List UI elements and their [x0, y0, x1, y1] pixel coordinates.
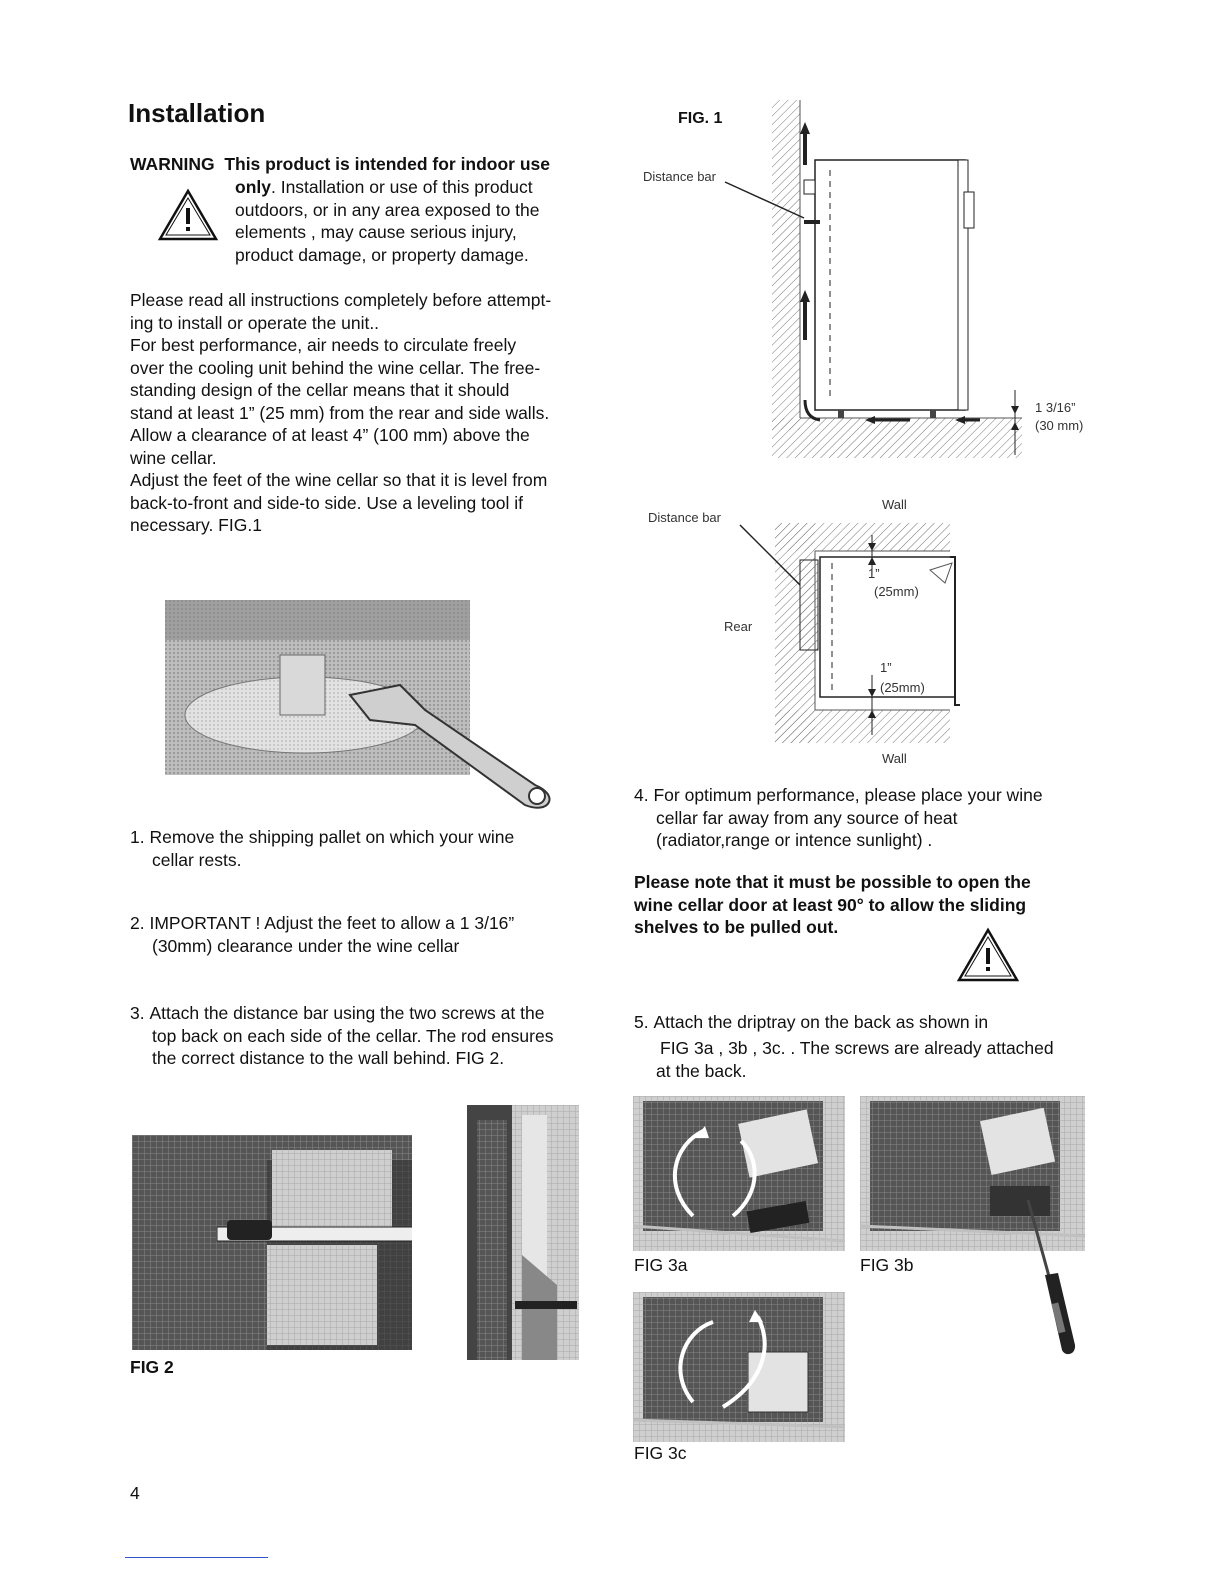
step-text: the correct distance to the wall behind. FIG 2.	[152, 1048, 505, 1068]
fig3c-photo	[633, 1292, 845, 1442]
step-text: at the back.	[656, 1061, 747, 1081]
warning-triangle-icon	[157, 188, 219, 242]
step-text: (30mm) clearance under the wine cellar	[152, 935, 460, 956]
fig1-distance-bar-label: Distance bar	[643, 169, 716, 184]
fig3b-caption: FIG 3b	[860, 1255, 914, 1275]
intro-line: For best performance, air needs to circulate freely	[130, 335, 517, 355]
fig1-gap-value: 1 3/16”	[1035, 400, 1076, 415]
fig1b-dim1-value: 1”	[868, 566, 880, 581]
step-number: 2.	[130, 913, 145, 933]
step-text: cellar far away from any source of heat	[656, 807, 958, 828]
fig1-side-diagram	[720, 100, 1040, 460]
intro-line: ing to install or operate the unit..	[130, 312, 380, 333]
fig1b-wall-top-label: Wall	[882, 497, 907, 512]
note-line: Please note that it must be possible to open the	[634, 872, 1031, 892]
step-number: 1.	[130, 827, 145, 847]
page-number: 4	[130, 1483, 140, 1503]
fig1b-dim1	[868, 565, 919, 601]
warning-only: only	[235, 177, 271, 197]
leveling-wrench-photo	[165, 600, 575, 825]
intro-line: over the cooling unit behind the wine cellar. The free-	[130, 357, 541, 378]
screwdriver-icon	[1020, 1195, 1090, 1360]
fig1-gap-mm: (30 mm)	[1035, 418, 1084, 433]
intro-line: necessary. FIG.1	[130, 515, 262, 535]
step-text: FIG 3a , 3b , 3c. . The screws are already attached	[660, 1038, 1054, 1058]
step-text: IMPORTANT ! Adjust the feet to allow a 1 3/16”	[149, 913, 515, 933]
intro-paragraph	[130, 289, 600, 537]
page-title: Installation	[128, 98, 266, 128]
intro-line: stand at least 1” (25 mm) from the rear and side walls.	[130, 402, 550, 423]
step-5	[634, 1011, 1126, 1034]
intro-line: Allow a clearance of at least 4” (100 mm) above the	[130, 425, 530, 445]
warning-text-3: elements , may cause serious injury,	[235, 222, 517, 242]
step-3	[130, 1002, 612, 1070]
fig1b-dim2-mm: (25mm)	[880, 680, 925, 695]
step-text: Attach the driptray on the back as shown in	[653, 1012, 989, 1032]
warning-text-2: outdoors, or in any area exposed to the	[235, 199, 540, 220]
fig1b-top-diagram	[730, 515, 970, 750]
step-text: (radiator,range or intence sunlight) .	[656, 830, 933, 850]
warning-triangle-icon	[956, 927, 1020, 983]
step-text: Attach the distance bar using the two screws at the	[149, 1003, 545, 1023]
warning-text-4: product damage, or property damage.	[235, 244, 529, 265]
step-text: top back on each side of the cellar. The rod ensures	[152, 1025, 554, 1046]
fig1b-dim2-value: 1”	[880, 660, 892, 675]
fig3a-photo	[633, 1096, 845, 1251]
fig1b-dim1-mm: (25mm)	[874, 584, 919, 599]
fig3a-caption: FIG 3a	[634, 1255, 688, 1275]
footer-divider	[125, 1557, 268, 1558]
fig2-caption: FIG 2	[130, 1357, 174, 1377]
intro-line: standing design of the cellar means that it should	[130, 380, 510, 400]
fig2-photo-side	[467, 1105, 579, 1360]
fig1b-wall-bottom-label: Wall	[882, 751, 907, 766]
fig1b-rear-label: Rear	[724, 619, 753, 634]
step-text: cellar rests.	[152, 849, 242, 870]
intro-line: Please read all instructions completely before attempt-	[130, 290, 552, 310]
fig1-gap-label	[1035, 399, 1083, 435]
step-4	[634, 784, 1116, 852]
warning-heading	[130, 153, 550, 176]
fig1b-distance-bar-label: Distance bar	[648, 510, 721, 525]
door-note	[634, 871, 1094, 939]
warning-text-1: . Installation or use of this product	[270, 177, 533, 197]
step-number: 4.	[634, 785, 649, 805]
intro-line: Adjust the feet of the wine cellar so that it is level from	[130, 470, 548, 490]
fig1-title: FIG. 1	[678, 110, 723, 127]
step-text: For optimum performance, please place your wine	[653, 785, 1043, 805]
step-number: 5.	[634, 1012, 649, 1032]
fig3c-caption: FIG 3c	[634, 1443, 687, 1463]
warning-body	[235, 176, 595, 266]
step-number: 3.	[130, 1003, 145, 1023]
warning-label: WARNING	[130, 154, 215, 174]
step-5-continued	[656, 1037, 1110, 1083]
note-line: shelves to be pulled out.	[634, 917, 839, 937]
fig1b-dim2	[880, 658, 925, 698]
warning-bold-line: This product is intended for indoor use	[224, 154, 551, 174]
intro-line: wine cellar.	[130, 447, 217, 468]
note-line: wine cellar door at least 90° to allow the sliding	[634, 894, 1027, 915]
fig2-photo-bar	[132, 1135, 412, 1350]
step-2	[130, 912, 612, 957]
intro-line: back-to-front and side-to side. Use a leveling tool if	[130, 492, 523, 513]
step-1	[130, 826, 592, 871]
step-text: Remove the shipping pallet on which your wine	[149, 827, 515, 847]
